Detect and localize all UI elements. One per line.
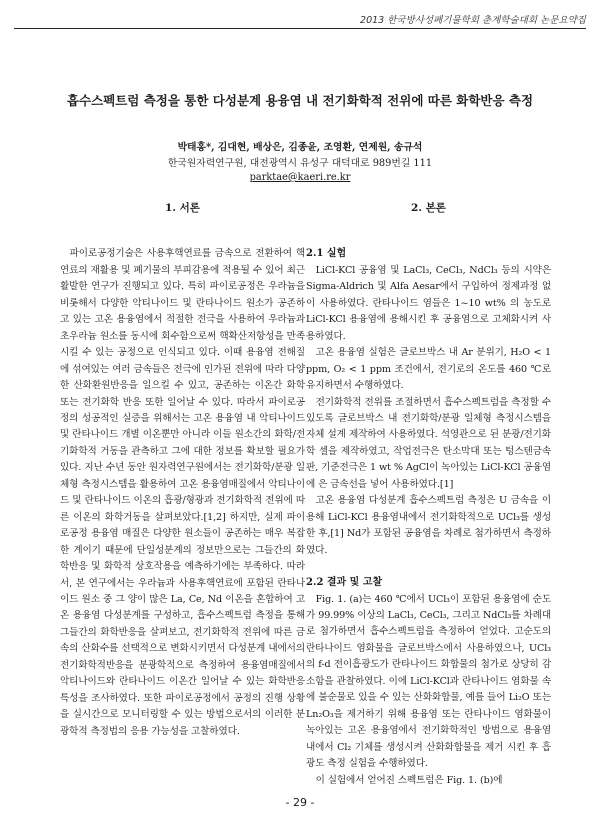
page-number: - 29 - xyxy=(285,796,315,809)
header-divider xyxy=(14,28,586,29)
left-column xyxy=(60,200,305,740)
intro-paragraph: 파이로공정기술은 사용후핵연료를 금속으로 전환하여 핵연료의 재활용 및 폐기물의 부피감용에 적용될 수 있어 최근 활발한 연구가 진행되고 있다. 특히 파이로공정은 우라늄을 비롯해서 다양한 악티나이드 및 란타나이드 원소가 공존하고 있는 고온 용융염에서 적절한 전극을 사용하여 우라늄과 초우라늄 원소를 동시에 회수함으로써 핵확산저항성을 만족시킬 수 있는 공정으로 인식되고 있다. 이때 용융염 전해질에 섞여있는 여러 금속들은 전극에 인가된 전위에 따라 다양한 산화환원반응을 일으킬 수 있고, 공존하는 이온간 화학 또는 전기화학 반응 또한 일어날 수 있다. 따라서 파이로공정의 성공적인 실증을 위해서는 고온 용융염 내 악티나이드 및 란타나이드 개별 이온뿐만 아니라 이들 원소간의 화학/전기화학적 거동을 관측하고 그에 대한 정보를 확보할 필요가 있다. 지난 수년 동안 원자력연구원에서는 전기화학/분광 일체형 측정시스템을 활용하여 고온 용융염매질에서 악티나이드 및 란타나이드 이온의 흡광/형광과 전기화학적 전위에 따른 이온의 화학거동을 살펴보았다.[1,2] 하지만, 실제 파이로공정 용융염 매질은 다양한 원소들이 공존하는 매우 복잡한 계이기 때문에 단일성분계의 정보만으로는 그들간의 화학반응 및 화학적 상호작용을 예측하기에는 부족하다. 따라서, 본 연구에서는 우라늄과 사용후핵연료에 포함된 란타나이드 원소 중 그 양이 많은 La, Ce, Nd 이온을 혼합하여 고온 용융염 다성분계를 구성하고, 흡수스펙트럼 측정을 통해 그들간의 화학반응을 살펴보고, 전기화학적 전위에 따른 금속의 산화수를 선택적으로 변화시키면서 다성분계 내에서의 전기화학적반응을 분광학적으로 측정하여 용융염매질에서 악티나이드와 란타나이드 이온간 일어날 수 있는 화학반응 특성을 조사하였다. 또한 파이로공정에서 공정의 진행 상황을 실시간으로 모니터링할 수 있는 방법으로서의 이러한 분광학적 측정법의 응용 가능성을 고찰하였다. xyxy=(60,248,305,737)
results-paragraph: Fig. 1. (a)는 460 ℃에서 UCl₃이 포함된 용융염에 순도가 99.99% 이상의 LaCl₃, CeCl₃, 그리고 NdCl₃를 차례대로 첨가하면서 흡수스펙트럼을 측정하여 얻었다. 고순도의 란타나이드 염화물을 글로브박스에서 사용하였으나, UCl₃의 f-d 전이흡광도가 란타나이드 화합물의 첨가로 상당히 감소함을 관찰하였다. 이에 LiCl-KCl과 란타나이드 염화물 속에 불순물로 있을 수 있는 산화화합물, 예를 들어 Li₂O 또는 Ln₂O₃을 제거하기 위해 용융염 또는 란타나이드 염화물이 녹아있는 고온 용융염에서 전기화학적인 방법으로 용융염 내에서 Cl₂ 기체를 생성시켜 산화화합물을 제거 시킨 후 흡광도 측정 실험을 수행하였다. xyxy=(306,593,551,770)
affiliation: 한국원자력연구원, 대전광역시 유성구 대덕대로 989번길 111 xyxy=(167,158,433,169)
section-title-results: 2.2 결과 및 고찰 xyxy=(306,577,383,589)
experiment-paragraph: 전기화학적 전위를 조절하면서 흡수스펙트럼을 측정할 수 있도록 글로브박스 내 전기화학/분광 일체형 측정시스템을 자체 설계 제작하여 사용하였다. 석영관으로 된 분광/전기화학 셀을 제작하였고, 작업전극은 탄소막대 또는 텅스텐금속판, 기준전극은 1 wt % AgCl이 녹아있는 LiCl-KCl 공융염에 은 금속선을 넣어 사용하였다.[1] xyxy=(306,396,551,490)
experiment-paragraph: LiCl-KCl 공융염 및 LaCl₃, CeCl₃, NdCl₃ 등의 시약은 Sigma-Aldrich 및 Alfa Aesar에서 구입하여 정제과정 없이 사용하였다. 란타나이드 염들은 1~10 wt% 의 농도로 LiCl-KCl 용융염에 용해시킨 후 공융염으로 고체화시켜 사용하였다. xyxy=(306,264,551,342)
right-column xyxy=(306,200,551,789)
experiment-paragraph: 고온 용융염 실험은 글로브박스 내 Ar 분위기, H₂O < 1 ppm, O₂ < 1 ppm 조건에서, 전기로의 온도를 460 ℃로 유지하면서 수행하였다. xyxy=(306,347,551,392)
results-paragraph: 이 실험에서 얻어진 스펙트럼은 Fig. 1. (b)에 xyxy=(315,774,503,786)
section-gap xyxy=(306,559,551,575)
email-link[interactable]: parktae@kaeri.re.kr xyxy=(249,172,351,183)
intro-heading: 1. 서론 xyxy=(165,202,200,214)
experiment-paragraph: 고온 용융염 다성분계 흡수스펙트럼 측정은 U 금속을 이용해 LiCl-KCl 용융염내에서 전기화학적으로 UCl₃를 생성한 후,[1] Nd가 포함된 공융염을 차례로 첨가하면서 측정하였다. xyxy=(306,495,551,556)
paper-title: 흡수스펙트럼 측정을 통한 다성분계 용융염 내 전기화학적 전위에 따른 화학반응 측정 xyxy=(66,93,534,108)
conference-header: 2013 한국방사성폐기물학회 춘계학술대회 논문요약집 xyxy=(360,15,586,26)
author-list: 박태홍*, 김대현, 배상은, 김종윤, 조영환, 연제원, 송규석 xyxy=(177,142,423,153)
main-heading: 2. 본론 xyxy=(411,202,446,214)
section-title-experiment: 2.1 실험 xyxy=(306,248,347,260)
